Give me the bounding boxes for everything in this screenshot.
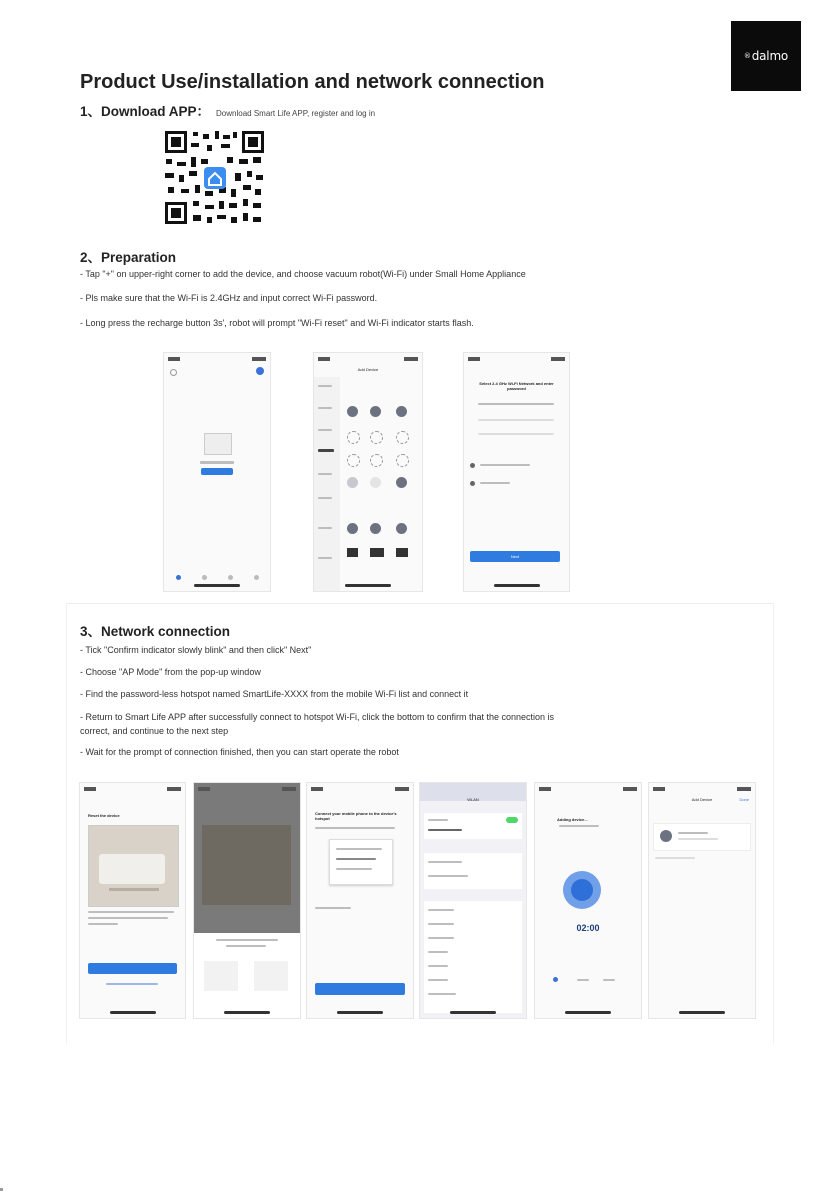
section-3-heading: 3、Network connection — [80, 624, 231, 639]
adding-title: Adding device... — [557, 817, 588, 822]
brand-logo — [731, 21, 801, 91]
page-title: Product Use/installation and network connection — [80, 71, 545, 93]
reset-title: Reset the device — [88, 813, 120, 818]
section-3-line-5: correct, and continue to the next step — [80, 726, 229, 736]
add-device-title: Add Device — [357, 367, 379, 372]
wifi-title: Select 2.4 GHz Wi-Fi Network and enter password — [479, 381, 554, 391]
qr-code — [163, 129, 266, 226]
robot-photo — [88, 825, 179, 907]
registered-mark: ® — [743, 52, 751, 60]
done-link: Done — [739, 797, 749, 802]
section-2-line-3: - Long press the recharge button 3s', robot will prompt "Wi-Fi reset" and Wi-Fi indicator starts flash. — [80, 318, 474, 328]
section-2-heading: 2、Preparation — [80, 250, 177, 265]
screenshot-reset-device — [79, 782, 186, 1019]
wlan-title: WLAN — [467, 797, 479, 802]
mode-popup — [194, 933, 300, 1018]
screenshot-ap-mode-popup — [193, 782, 301, 1019]
wlan-toggle — [506, 817, 518, 823]
section-3-line-2: - Choose "AP Mode" from the pop-up window — [80, 667, 261, 677]
screenshot-wlan-list — [419, 782, 527, 1019]
menu-icon — [170, 369, 177, 376]
robot-icon — [660, 830, 672, 842]
added-device-card — [653, 823, 751, 851]
lock-icon — [470, 481, 475, 486]
section-3-line-1: - Tick "Confirm indicator slowly blink" and then click" Next" — [80, 645, 312, 655]
section-2-line-2: - Pls make sure that the Wi-Fi is 2.4GHz and input correct Wi-Fi password. — [80, 293, 378, 303]
section-3-line-3: - Find the password-less hotspot named SmartLife-XXXX from the mobile Wi-Fi list and connect it — [80, 689, 469, 699]
confirm-blink-button — [88, 963, 177, 974]
next-button-label: Next — [510, 554, 520, 559]
done-screen-title: Add Device — [691, 797, 713, 802]
category-sidebar — [314, 377, 340, 591]
brand-name: dalmo — [751, 49, 789, 63]
screenshot-home — [163, 352, 271, 592]
screenshot-adding-device — [534, 782, 642, 1019]
screenshot-add-device — [313, 352, 423, 592]
section-1-heading-text: 1、Download APP： — [80, 104, 211, 119]
section-3-line-4: - Return to Smart Life APP after successfully connect to hotspot Wi-Fi, click the bottom to confirm that the connection is — [80, 712, 555, 722]
search-icon — [571, 879, 593, 901]
page-corner-mark — [0, 1188, 3, 1191]
section-3-line-6: - Wait for the prompt of connection finished, then you can start operate the robot — [80, 747, 399, 757]
tab-home-icon — [176, 575, 181, 580]
screenshot-connect-hotspot — [306, 782, 414, 1019]
connect-title: Connect your mobile phone to the device's hotspot — [315, 811, 397, 821]
add-device-button — [201, 468, 233, 475]
tab-me-icon — [254, 575, 259, 580]
next-button — [470, 551, 560, 562]
tab-smart-icon — [228, 575, 233, 580]
section-1-heading — [80, 100, 375, 120]
countdown-timer: 02:00 — [576, 923, 600, 933]
tab-scene-icon — [202, 575, 207, 580]
go-to-connect-button — [315, 983, 405, 995]
add-icon — [256, 367, 264, 375]
section-2-line-1: - Tap "+" on upper-right corner to add the device, and choose vacuum robot(Wi-Fi) under Small Home Appliance — [80, 269, 526, 279]
screenshot-device-added — [648, 782, 756, 1019]
screenshot-wifi-password — [463, 352, 570, 592]
wifi-icon — [470, 463, 475, 468]
section-1-subtitle: Download Smart Life APP, register and log in — [216, 109, 376, 118]
wifi-list-illustration — [329, 839, 393, 885]
empty-device-icon — [204, 433, 232, 455]
